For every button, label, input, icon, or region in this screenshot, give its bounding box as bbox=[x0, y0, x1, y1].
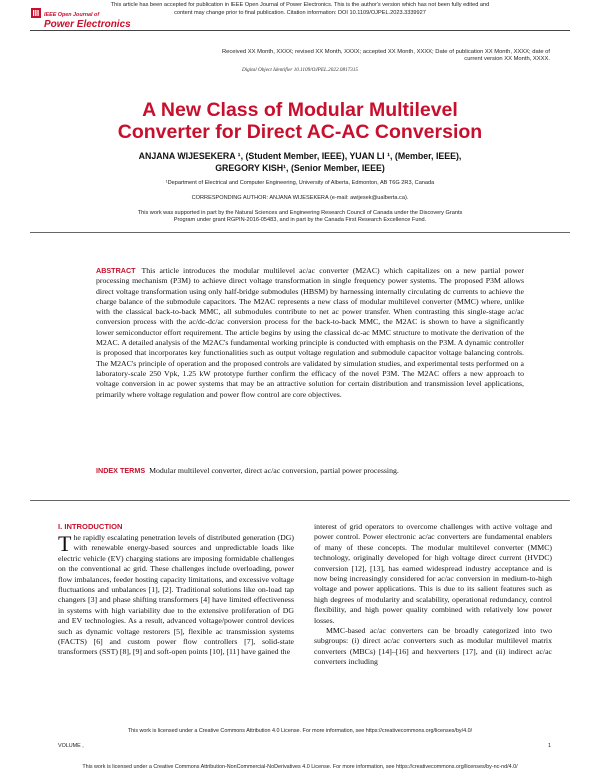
volume-label: VOLUME , bbox=[58, 743, 84, 749]
section-heading: I. INTRODUCTION bbox=[58, 522, 123, 531]
bottom-license-notice: This work is licensed under a Creative Commons Attribution-NonCommercial-NoDerivatives 4.0 License. For more information, see https://creativecommons.org/licenses/by-nc-nd/4.0/ bbox=[82, 764, 518, 770]
affiliation: ¹Department of Electrical and Computer Engineering, University of Alberta, Edmonton, AB T6G 2R3, Canada bbox=[165, 180, 435, 186]
funding-line2: Program under grant RGPIN-2016-05483, and in part by the Canada First Research Excellence Fund. bbox=[173, 217, 427, 224]
received-dates bbox=[110, 49, 550, 64]
author-line2: GREGORY KISH¹, (Senior Member, IEEE) bbox=[215, 163, 385, 173]
paper-title-line1: A New Class of Modular Multilevel bbox=[142, 99, 458, 121]
index-terms bbox=[96, 466, 524, 476]
abstract-label: ABSTRACT bbox=[96, 266, 136, 275]
index-terms-label: INDEX TERMS bbox=[96, 466, 146, 475]
author-line1: ANJANA WIJESEKERA ¹, (Student Member, IEEE), YUAN LI ¹, (Member, IEEE), bbox=[138, 151, 462, 161]
publication-notice-line1: This article has been accepted for publication in IEEE Open Journal of Power Electronics. This is the author's version which has not been fully edited and bbox=[110, 2, 490, 8]
publication-notice-line2: content may change prior to final publication. Citation information: DOI 10.1109/OJPEL.2023.3339927 bbox=[174, 9, 426, 16]
doi-line: Digital Object Identifier 10.1109/OJPEL.2022.0817315 bbox=[241, 67, 359, 73]
header-divider bbox=[30, 30, 570, 31]
drop-cap: T bbox=[58, 531, 72, 556]
intro-paragraph-2: MMC-based ac/ac converters can be broadly categorized into two subgroups: (i) direct ac/ac converters such as modular multilevel matrix converters (MBCs) [14]–[16] and hexverters [17], and (ii) indirect ac/ac converters including bbox=[314, 626, 552, 667]
funding-statement bbox=[30, 210, 570, 224]
index-terms-text: Modular multilevel converter, direct ac/ac conversion, partial power processing. bbox=[149, 466, 399, 475]
funding-line1: This work was supported in part by the Natural Sciences and Engineering Research Council of Canada under the Discovery Grants bbox=[137, 210, 463, 216]
paper-title bbox=[40, 99, 560, 143]
author-list bbox=[60, 150, 540, 174]
abstract-divider bbox=[30, 500, 570, 501]
intro-paragraph-1-cont: interest of grid operators to overcome challenges with active voltage and power control. Power electronic ac/ac converters are fundamental enablers of many of these concepts. The modular multilevel converter (MMC) technology, originally developed for high voltage direct current (HVDC) conversion [12], [13], has earned widespread industry acceptance and is now being increasingly considered for ac/ac conversion in medium-to-high voltage and power applications. This is due to its salient features such as high degrees of modularity and scalability, operational redundancy, control flexibility, and high power quality combined with relatively low power losses. bbox=[314, 522, 552, 625]
abstract bbox=[96, 266, 524, 400]
license-notice: This work is licensed under a Creative Commons Attribution 4.0 License. For more information, see https://creativecommons.org/licenses/by/4.0/ bbox=[127, 728, 473, 734]
abstract-text: This article introduces the modular multilevel ac/ac converter (M2AC) which capitalizes on a new partial power processing mechanism (P3M) to achieve direct voltage transformation in single frequency power systems. The proposed P3M allows direct voltage transformation using only half-bridge submodules (HBSM) by harnessing internally circulating dc currents to achieve the charge balance of the submodule capacitors. The M2AC represents a new class of modular multilevel converter (MMC) where, unlike with the classical back-to-back MMC, all submodules contribute to net ac power transfer. When contrasting this single-stage ac/ac conversion process with the ac/dc-dc/ac conversion process for the back-to-back MMC, the M2AC is shown to have a significantly lower semiconductor effort requirement. The article begins by using the classical dc-ac MMC structure to motivate the derivation of the M2AC. A detailed analysis of the M2AC's fundamental working principle is conducted with emphasis on the P3M. A dynamic controller is proposed that incorporates key functionalities such as output voltage regulation and submodule capacitor voltage balancing controls. The M2AC's principle of operation and the proposed controls are validated by simulation studies, and experimental tests performed on a laboratory-scale 250 Vpk, 1.25 kW prototype further confirm the efficacy of the novel P3M. The M2AC offers a new approach to voltage conversion in ac power systems that may be an attractive solution for certain distribution and transmission level applications, primarily where voltage regulation and power flow control are core objectives. bbox=[96, 266, 524, 399]
ieee-logo-icon bbox=[31, 8, 41, 18]
page-number: 1 bbox=[548, 743, 551, 749]
received-line1: Received XX Month, XXXX; revised XX Month, XXXX; accepted XX Month, XXXX; Date of publication XX Month, XXXX; date of bbox=[221, 49, 550, 55]
front-matter-divider bbox=[30, 232, 570, 233]
received-line2: current version XX Month, XXXX. bbox=[464, 56, 550, 63]
journal-series-label: IEEE Open Journal of bbox=[44, 12, 100, 18]
journal-name: Power Electronics bbox=[44, 19, 131, 30]
intro-right-column bbox=[314, 522, 552, 668]
intro-paragraph-1: he rapidly escalating penetration levels of distributed generation (DG) with renewable energy-based sources and unpredictable loads like electric vehicle (EV) charging stations are imposing formidable challenges on the conventional ac grid. These challenges include overloading, power flow imbalances, feeder hosting capacity limitations, and excessive voltage fluctuations and unbalances [1], [2]. Traditional solutions like on-load tap changers [3] and phase shifting transformers [4] have limited effectiveness in systems with high variability due to the extensive proliferation of DG and EV technologies. As a result, advanced voltage/power control devices such as dynamic voltage restorers [5], flexible ac transmission systems (FACTS) [6] and custom power flow controllers [7], solid-state transformers (SST) [8], [9] and soft-open points [10], [11] have gained the bbox=[58, 533, 294, 657]
intro-left-column bbox=[58, 533, 294, 658]
paper-title-line2: Converter for Direct AC-AC Conversion bbox=[117, 121, 483, 143]
corresponding-author: CORRESPONDING AUTHOR: ANJANA WIJESEKERA (e-mail: awijesek@ualberta.ca). bbox=[191, 195, 409, 201]
